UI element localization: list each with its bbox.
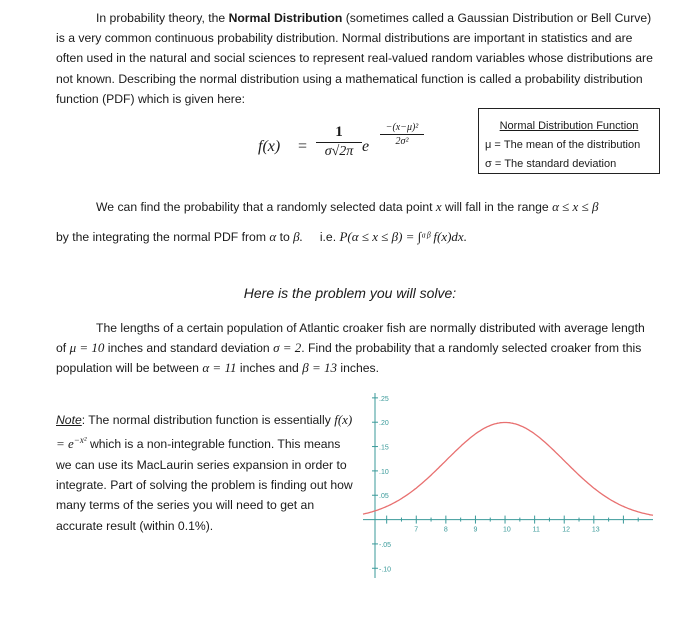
x-tick-label: 9 [473,526,478,534]
x-tick-label: 11 [532,526,540,534]
formula-fraction [316,124,362,160]
y-tick-label: .10 [379,468,389,476]
x-ticks [387,516,639,534]
formula-denominator: σ√2π [324,144,354,159]
x-tick-label: 10 [503,526,511,534]
formula-equals: = [298,138,308,155]
exponent-numerator: (x−μ)² [392,122,419,133]
intro-text-rest: (sometimes called a Gaussian Distribution or Bell Curve) is a very common continuous probability distribution. Normal distributions are important in statistics and are often used in the natural and social sciences to represent real-valued random variables whose distributions are not known. Describing the normal distribution using a mathematical function is called a probability distribution function (PDF) which is given here: [56,11,653,106]
intro-text-start: In probability theory, the [96,11,229,25]
y-tick-label: -.10 [379,566,392,574]
y-tick-label: .05 [379,493,389,501]
formula-base: e [362,138,370,155]
note-label: Note [56,413,82,427]
range-paragraph [56,192,666,252]
legend-mu-line: μ = The mean of the distribution [485,139,641,151]
x-tick-label: 13 [591,526,600,534]
exponent-denominator: 2σ² [395,136,409,147]
legend-box [478,108,660,174]
normal-curve-line [363,423,653,516]
note-function: f(x) = e [56,412,353,452]
note-paragraph: Note: The normal distribution function is essentially $f(x) = e^{-x^2}$ which is a non-integrable function. This means we can use its MacLaurin series expansion in order to integrate. Part of solving the problem is finding out how many terms of the series you will need to get an accurate result (within 0.1%). [56,412,353,533]
pdf-formula [258,116,458,186]
note-exponent: −x² [73,435,87,446]
y-tick-label: -.05 [379,541,392,549]
formula-numerator: 1 [335,124,343,140]
exponent-sign: − [385,122,393,133]
problem-heading: Here is the problem you will solve: [243,285,457,301]
y-tick-label: .15 [379,444,389,452]
problem-sigma: σ = 2 [273,340,302,356]
y-tick-label: .25 [379,395,389,403]
problem-alpha: α = 11 [202,360,237,376]
range-expression: α ≤ x ≤ β [552,199,599,214]
formula-exponent [372,122,432,147]
y-tick-label: .20 [379,420,389,428]
integral-expression: P(α ≤ x ≤ β) = ∫ᵅᵝ f(x)dx. [339,229,467,244]
problem-paragraph: The lengths of a certain population of Atlantic croaker fish are normally distributed with average length of μ = 10 inches and standard deviation σ = 2. Find the probability that a randomly selected croaker from this population will be between α = 11 inches and β = 13 inches. [56,321,645,376]
legend-title: Normal Distribution Function [499,120,639,132]
problem-mu: μ = 10 [69,340,105,356]
legend-sigma-line: σ = The standard deviation [485,158,617,170]
x-tick-label: 7 [414,526,419,534]
x-tick-label: 8 [443,526,448,534]
normal-curve-graph [355,388,660,583]
range-line-2: by the integrating the normal PDF from α to β. i.e. P(α ≤ x ≤ β) = ∫ᵅᵝ f(x)dx. [56,229,467,244]
range-line-1: We can find the probability that a randomly selected data point x will fall in the range α ≤ x ≤ β [96,199,599,214]
formula-lhs: f(x) [258,138,281,155]
problem-beta: β = 13 [302,360,337,376]
intro-bold-term: Normal Distribution [228,11,343,25]
x-tick-label: 12 [562,526,571,534]
intro-paragraph [56,8,656,109]
